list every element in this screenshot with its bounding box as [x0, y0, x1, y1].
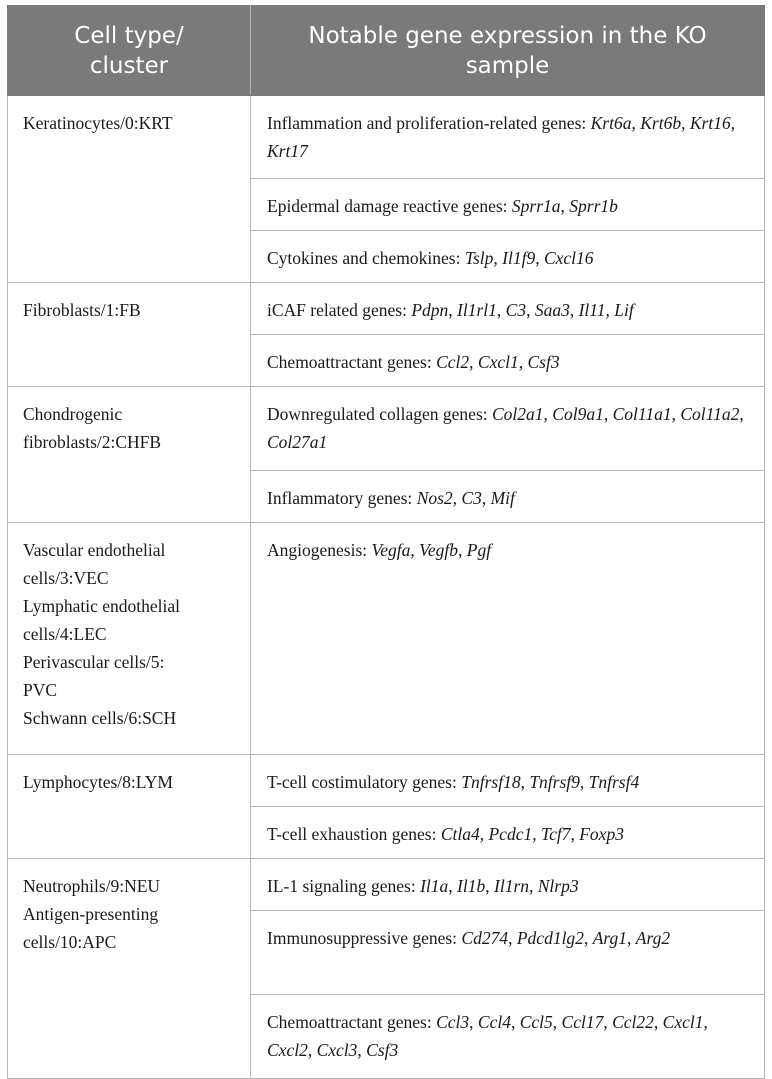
gene-name: Sprr1b: [569, 196, 618, 216]
gene-name: Arg2: [635, 928, 671, 948]
gene-expression-cell: [251, 911, 765, 995]
gene-separator: ,: [508, 928, 517, 948]
gene-separator: ,: [631, 113, 641, 133]
gene-separator: ,: [583, 928, 593, 948]
gene-name: Tnfrsf18: [461, 772, 521, 792]
cell-type-line: Vascular endothelial: [23, 540, 166, 560]
cell-type-cell: [8, 387, 251, 523]
gene-category-label: Downregulated collagen genes:: [267, 404, 492, 424]
gene-separator: ,: [671, 404, 681, 424]
gene-category-label: Cytokines and chemokines:: [267, 248, 465, 268]
gene-name: Il11: [578, 300, 606, 320]
gene-separator: ,: [569, 300, 579, 320]
cell-type-line: Antigen-presenting: [23, 904, 159, 924]
gene-name: Il1rn: [494, 876, 529, 896]
gene-expression-cell: [251, 859, 765, 911]
gene-separator: ,: [739, 404, 744, 424]
gene-name: Ccl3: [436, 1012, 470, 1032]
gene-expression-cell: [251, 96, 765, 179]
gene-category-label: Chemoattractant genes:: [267, 1012, 437, 1032]
gene-name: Col2a1: [492, 404, 544, 424]
gene-category-label: Chemoattractant genes:: [267, 352, 437, 372]
gene-name: Csf3: [527, 352, 560, 372]
gene-expression-cell: [251, 335, 765, 387]
gene-separator: ,: [730, 113, 736, 133]
gene-expression-cell: [251, 283, 765, 335]
gene-name: Cd274: [461, 928, 509, 948]
gene-separator: ,: [510, 1012, 520, 1032]
gene-name: Saa3: [534, 300, 570, 320]
cell-type-cell: [8, 96, 251, 283]
gene-category-label: Inflammatory genes:: [267, 488, 417, 508]
gene-separator: ,: [481, 488, 491, 508]
gene-separator: ,: [410, 540, 420, 560]
gene-separator: ,: [307, 1040, 317, 1060]
gene-name: Cxcl1: [662, 1012, 704, 1032]
gene-name: Nos2: [416, 488, 453, 508]
gene-separator: ,: [681, 113, 690, 133]
gene-separator: ,: [479, 824, 489, 844]
cell-type-line: Lymphocytes/8:LYM: [23, 772, 173, 792]
gene-expression-cell: [251, 471, 765, 523]
gene-separator: ,: [603, 1012, 613, 1032]
gene-name: Nlrp3: [537, 876, 579, 896]
table-row: [8, 755, 765, 807]
gene-separator: ,: [485, 876, 494, 896]
gene-name: Krt6a: [590, 113, 632, 133]
gene-separator: ,: [579, 772, 589, 792]
gene-expression-cell: [251, 755, 765, 807]
gene-expression-cell: [251, 231, 765, 283]
cell-type-line: Neutrophils/9:NEU: [23, 876, 161, 896]
cell-type-line: PVC: [23, 680, 58, 700]
gene-name: Lif: [614, 300, 634, 320]
gene-name: Ccl17: [561, 1012, 604, 1032]
gene-name: C3: [461, 488, 482, 508]
gene-name: Vegfb: [419, 540, 459, 560]
gene-name: Tnfrsf9: [529, 772, 580, 792]
cell-type-line: cells/10:APC: [23, 932, 117, 952]
gene-separator: ,: [526, 300, 535, 320]
gene-separator: ,: [529, 876, 538, 896]
gene-name: Pgf: [466, 540, 492, 560]
gene-separator: ,: [627, 928, 636, 948]
header-cell-type: Cell type/ cluster: [8, 6, 251, 96]
table-row: [8, 859, 765, 911]
gene-separator: ,: [448, 876, 458, 896]
gene-name: Arg1: [592, 928, 628, 948]
gene-name: Krt6b: [640, 113, 682, 133]
gene-separator: ,: [603, 404, 613, 424]
header-row: [8, 6, 765, 96]
gene-name: Ccl22: [612, 1012, 654, 1032]
gene-name: Col11a2: [680, 404, 740, 424]
gene-category-label: Inflammation and proliferation-related genes:: [267, 113, 591, 133]
gene-name: Col27a1: [267, 432, 328, 452]
gene-name: Vegfa: [371, 540, 411, 560]
gene-expression-table: [7, 5, 765, 1079]
gene-expression-cell: [251, 387, 765, 471]
gene-separator: ,: [570, 824, 580, 844]
cell-type-line: Perivascular cells/5:: [23, 652, 165, 672]
cell-type-cell: [8, 859, 251, 1079]
gene-separator: ,: [458, 540, 467, 560]
gene-name: Col11a1: [612, 404, 672, 424]
gene-separator: ,: [357, 1040, 367, 1060]
gene-name: Il1a: [420, 876, 449, 896]
gene-separator: ,: [560, 196, 570, 216]
gene-separator: ,: [518, 352, 528, 372]
gene-name: Foxp3: [579, 824, 624, 844]
gene-category-label: Angiogenesis:: [267, 540, 372, 560]
cell-type-line: Chondrogenic: [23, 404, 123, 424]
cell-type-line: cells/4:LEC: [23, 624, 107, 644]
gene-name: Tcf7: [540, 824, 571, 844]
gene-separator: ,: [543, 404, 553, 424]
cell-type-cell: [8, 283, 251, 387]
gene-name: Tslp: [464, 248, 494, 268]
gene-name: Col9a1: [552, 404, 604, 424]
gene-name: Il1b: [457, 876, 486, 896]
gene-name: Ccl4: [477, 1012, 511, 1032]
cell-type-cell: [8, 523, 251, 755]
gene-separator: ,: [532, 824, 541, 844]
gene-name: Ctla4: [440, 824, 480, 844]
cell-type-line: Keratinocytes/0:KRT: [23, 113, 173, 133]
gene-name: Cxcl16: [543, 248, 594, 268]
table-body: [8, 96, 765, 1079]
gene-separator: ,: [448, 300, 458, 320]
table-row: [8, 96, 765, 179]
gene-separator: ,: [496, 300, 506, 320]
gene-name: Ccl5: [519, 1012, 553, 1032]
gene-separator: ,: [653, 1012, 663, 1032]
gene-name: Krt17: [267, 141, 308, 161]
gene-expression-cell: [251, 179, 765, 231]
gene-category-label: T-cell exhaustion genes:: [267, 824, 441, 844]
gene-name: Pcdc1: [488, 824, 533, 844]
table-row: [8, 523, 765, 755]
gene-name: Krt16: [689, 113, 731, 133]
gene-separator: ,: [469, 1012, 478, 1032]
gene-separator: ,: [605, 300, 615, 320]
gene-name: Sprr1a: [511, 196, 561, 216]
cell-type-line: Lymphatic endothelial: [23, 596, 180, 616]
gene-name: Il1rl1: [457, 300, 497, 320]
gene-name: Tnfrsf4: [588, 772, 640, 792]
gene-separator: ,: [452, 488, 462, 508]
gene-name: Il1f9: [502, 248, 536, 268]
gene-name: Pdpn: [411, 300, 449, 320]
gene-expression-cell: [251, 523, 765, 755]
gene-category-label: T-cell costimulatory genes:: [267, 772, 462, 792]
cell-type-line: Fibroblasts/1:FB: [23, 300, 141, 320]
gene-name: Cxcl1: [477, 352, 519, 372]
gene-separator: ,: [469, 352, 478, 372]
gene-name: C3: [505, 300, 527, 320]
gene-name: Mif: [490, 488, 515, 508]
cell-type-line: Schwann cells/6:SCH: [23, 708, 177, 728]
gene-separator: ,: [493, 248, 503, 268]
gene-separator: ,: [520, 772, 530, 792]
table-row: [8, 387, 765, 471]
gene-category-label: IL-1 signaling genes:: [267, 876, 421, 896]
gene-separator: ,: [552, 1012, 562, 1032]
cell-type-cell: [8, 755, 251, 859]
gene-name: Cxcl2: [267, 1040, 308, 1060]
gene-category-label: Immunosuppressive genes:: [267, 928, 462, 948]
gene-name: Pdcd1lg2: [516, 928, 584, 948]
header-gene-expression: Notable gene expression in the KO sample: [251, 6, 765, 96]
gene-expression-cell: [251, 807, 765, 859]
gene-separator: ,: [703, 1012, 708, 1032]
table-row: [8, 283, 765, 335]
cell-type-line: fibroblasts/2:CHFB: [23, 432, 162, 452]
gene-category-label: iCAF related genes:: [267, 300, 412, 320]
gene-name: Cxcl3: [316, 1040, 358, 1060]
gene-separator: ,: [535, 248, 544, 268]
gene-category-label: Epidermal damage reactive genes:: [267, 196, 512, 216]
gene-name: Ccl2: [436, 352, 470, 372]
gene-name: Csf3: [366, 1040, 399, 1060]
gene-expression-cell: [251, 995, 765, 1079]
cell-type-line: cells/3:VEC: [23, 568, 109, 588]
